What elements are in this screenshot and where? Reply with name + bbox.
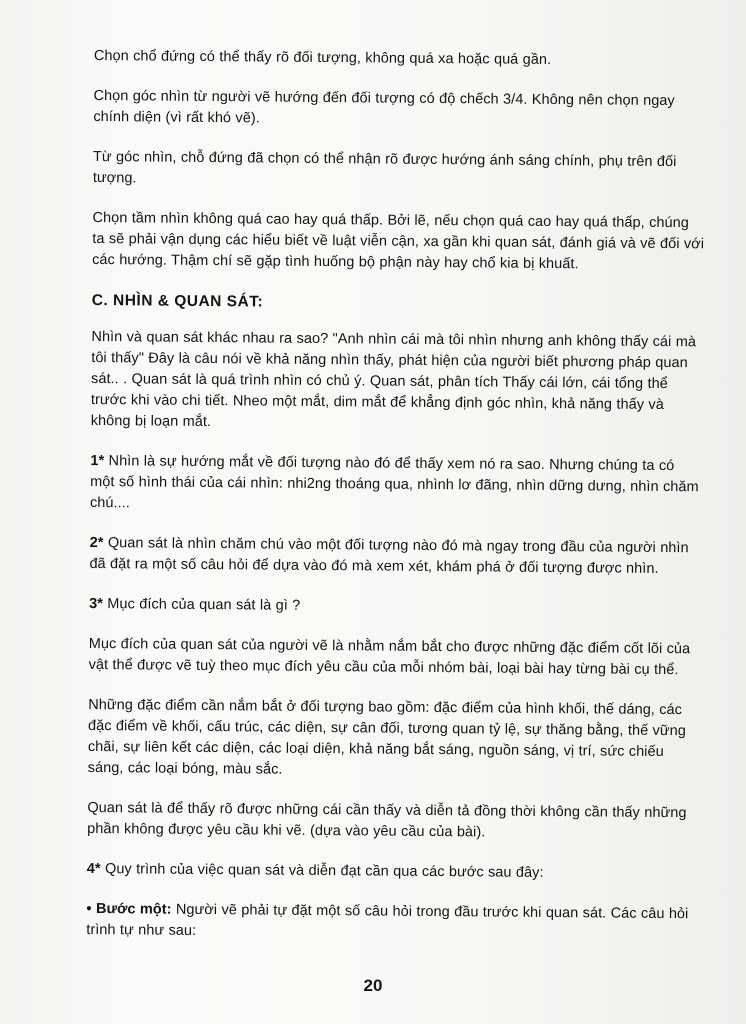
paragraph-standing-position: Chọn chổ đứng có thể thấy rõ đối tượng, không quá xa hoặc quá gần.: [93, 47, 552, 68]
numbered-point-1: [90, 451, 703, 519]
point-marker: 3*: [89, 595, 104, 613]
paragraph-eye-level: Chọn tầm nhìn không quá cao hay quá thấp. Bởi lẽ, nếu chọn quá cao hay quá thấp, chúng ta sẽ phải vận dụng các hiểu biết về luật viễn cận, xa gần khi quan sát, đánh giá và vẽ đối với các hướng. Thậm chí sẽ gặp tình huống bộ phận này hay chổ kia bị khuất.: [92, 209, 705, 273]
section-heading: C. NHÌN & QUAN SÁT:: [91, 291, 264, 311]
paragraph-section-intro: Nhìn và quan sát khác nhau ra sao? "Anh nhìn cái mà tôi nhìn nhưng anh không thấy cái mà tôi thấy" Đây là câu nói về khả năng nhìn thấy, phát hiện của người biết phương pháp quan sát.. . Quan sát là quá trình nhìn có chủ ý. Quan sát, phân tích Thấy cái lớn, cái tổng thể trước khi vào chi tiết. Nheo một mắt, dim mắt để khẳng định góc nhìn, khả năng thấy và không bị loạn mắt.: [90, 328, 697, 431]
point-marker: 4*: [86, 860, 101, 878]
paragraph-purpose: Mục đích của quan sát của người vẽ là nhằm nắm bắt cho được những đặc điểm cốt lõi của vật thể được vẽ tuỳ theo mục đích yêu cầu của mỗi nhóm bài, loại bài hay từng bài cụ thể.: [88, 635, 691, 679]
point-text: Quy trình của việc quan sát và diễn đạt cần qua các bước sau đây:: [104, 861, 544, 881]
step-one-paragraph: [86, 899, 698, 946]
paragraph-features: Những đặc điểm cần nắm bắt ở đối tượng bao gồm: đặc điểm của hình khối, thế dáng, các đặc điểm về khối, cấu trúc, các diện, sự cân đối, tương quan tỷ lệ, sự thăng bằng, thế vững chãi, sự liên kết các diện, các loại diện, khả năng bắt sáng, nguồn sáng, vị trí, sức chiếu sáng, các loại bóng, màu sắc.: [87, 696, 686, 778]
step-one-label: • Bước một:: [86, 900, 172, 918]
paragraph-observation-goal: Quan sát là để thấy rõ được những cái cần thấy và diễn tả đồng thời không cần thấy những phần không được yêu cầu khi vẽ. (dựa vào yêu cầu của bài).: [87, 799, 687, 841]
point-text: Nhìn là sự hướng mắt về đối tượng nào đó để thấy xem nó ra sao. Nhưng chúng ta có một số hình thái của cái nhìn: nhi2ng thoáng qua, nhình lơ đãng, nhìn dững dưng, nhìn chăm chú....: [89, 453, 699, 512]
point-marker: 1*: [90, 452, 105, 470]
page-content: [86, 46, 706, 946]
step-one-text: Người vẽ phải tự đặt một số câu hỏi trong đầu trước khi quan sát. Các câu hỏi trình tự như sau:: [86, 901, 689, 939]
point-text: Mục đích của quan sát là gì ?: [107, 596, 301, 614]
numbered-point-3: [89, 594, 701, 620]
page-number: 20: [363, 976, 383, 995]
numbered-point-2: [89, 533, 701, 580]
point-marker: 2*: [89, 534, 104, 552]
paragraph-viewing-angle: Chọn góc nhìn từ người vẽ hướng đến đối tượng có độ chếch 3/4. Không nên chọn ngay chính diện (vì rất khó vẽ).: [93, 87, 675, 127]
point-text: Quan sát là nhìn chăm chú vào một đối tượng nào đó mà ngay trong đầu của người nhìn đã đặt ra một số câu hỏi để dựa vào đó mà xem xét, khám phá ở đối tượng được nhìn.: [89, 535, 689, 577]
paragraph-light-direction: Từ góc nhìn, chỗ đứng đã chọn có thể nhận rõ được hướng ánh sáng chính, phụ trên đối tượng.: [92, 148, 677, 187]
numbered-point-4: [87, 859, 699, 885]
